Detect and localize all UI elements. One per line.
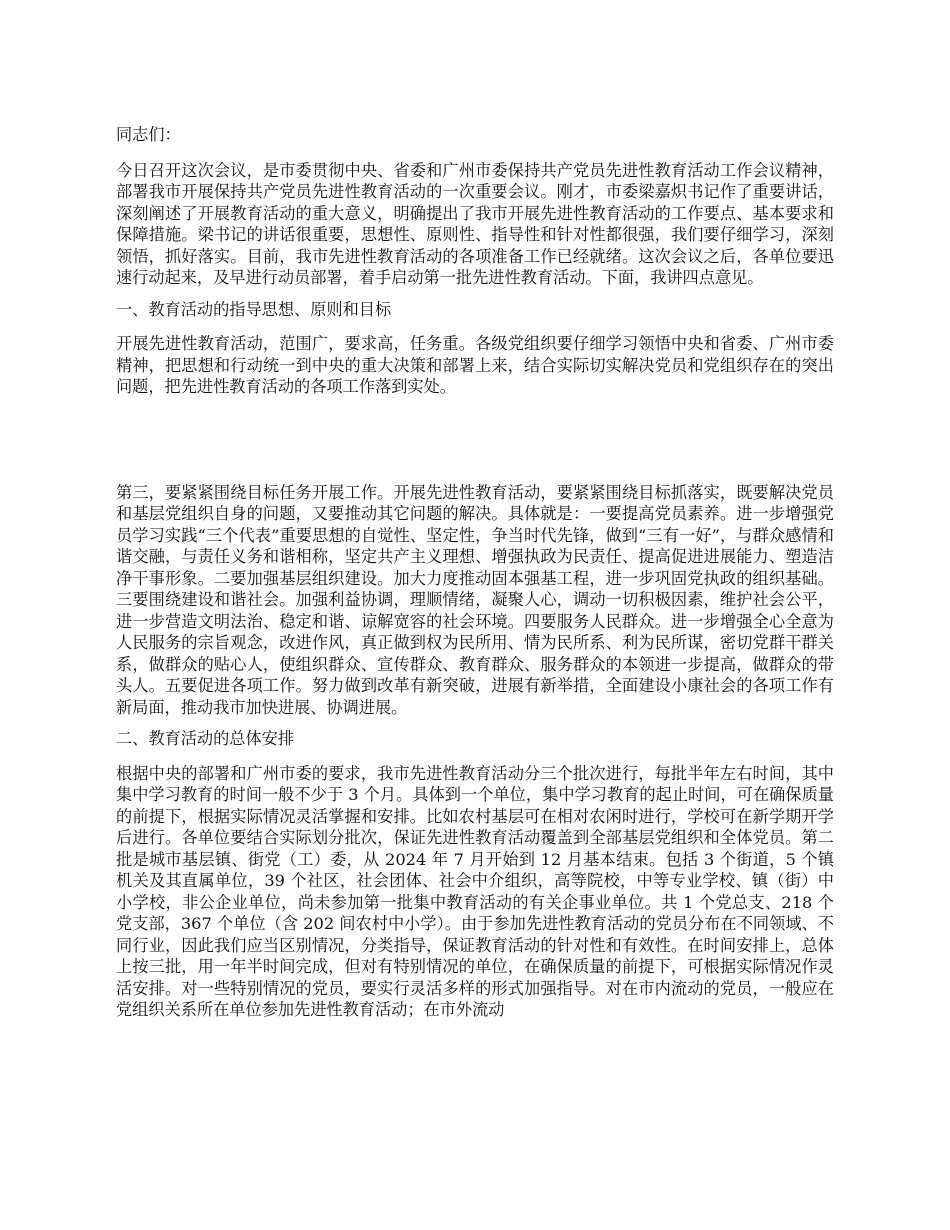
section-heading-2: 二、教育活动的总体安排 (116, 729, 295, 748)
paragraph-intro: 今日召开这次会议，是市委贯彻中央、省委和广州市委保持共产党员先进性教育活动工作会议精神，部署我市开展保持共产党员先进性教育活动的一次重要会议。刚才，市委梁嘉炽书记作了重要讲话，深刻阐述了开展教育活动的重大意义，明确提出了我市开展先进性教育活动的工作要点、基本要求和保障措施。梁书记的讲话很重要，思想性、原则性、指导性和针对性都很强，我们要仔细学习，深刻领悟，抓好落实。目前，我市先进性教育活动的各项准备工作已经就绪。这次会议之后，各单位要迅速行动起来，及早进行动员部署，着手启动第一批先进性教育活动。下面，我讲四点意见。 (116, 160, 834, 287)
section-heading-1: 一、教育活动的指导思想、原则和目标 (116, 299, 392, 319)
paragraph-section-2: 根据中央的部署和广州市委的要求，我市先进性教育活动分三个批次进行，每批半年左右时间，其中集中学习教育的时间一般不少于 3 个月。具体到一个单位，集中学习教育的起止时间，可在确保质量的前提下，根据实际情况灵活掌握和安排。比如农村基层可在相对农闲时进行，学校可在新学期开学后进行。各单位要结合实际划分批次，保证先进性教育活动覆盖到全部基层党组织和全体党员。第二批是城市基层镇、街党（工）委，从 2024 年 7 月开始到 12 月基本结束。包括 3 个街道，5 个镇机关及其直属单位，39 个社区，社会团体、社会中介组织，高等院校，中等专业学校、镇（街）中小学校，非公企业单位，尚未参加第一批集中教育活动的有关企事业单位。共 1 个党总支、218 个党支部，367 个单位（含 202 间农村中小学）。由于参加先进性教育活动的党员分布在不同领域、不同行业，因此我们应当区别情况，分类指导，保证教育活动的针对性和有效性。在时间安排上，总体上按三批，用一年半时间完成，但对有特别情况的单位，在确保质量的前提下，可根据实际情况作灵活安排。对一些特别情况的党员，要实行灵活多样的形式加强指导。对在市内流动的党员，一般应在党组织关系所在单位参加先进性教育活动；在市外流动 (116, 763, 834, 1019)
salutation: 同志们： (116, 125, 181, 144)
paragraph-third-point: 第三，要紧紧围绕目标任务开展工作。开展先进性教育活动，要紧紧围绕目标抓落实，既要解决党员和基层党组织自身的问题，又要推动其它问题的解决。具体就是：一要提高党员素养。进一步增强党员学习实践“三个代表”重要思想的自觉性、坚定性，争当时代先锋，做到“三有一好”，与群众感情和谐交融，与责任义务和谐相称，坚定共产主义理想、增强执政为民责任、提高促进进展能力、塑造洁净干事形象。二要加强基层组织建设。加大力度推动固本强基工程，进一步巩固党执政的组织基础。三要围绕建设和谐社会。加强利益协调，理顺情绪，凝聚人心，调动一切积极因素，维护社会公平，进一步营造文明法治、稳定和谐、谅解宽容的社会环境。四要服务人民群众。进一步增强全心全意为人民服务的宗旨观念，改进作风，真正做到权为民所用、情为民所系、利为民所谋，密切党群干群关系，做群众的贴心人，使组织群众、宣传群众、教育群众、服务群众的本领进一步提高，做群众的带头人。五要促进各项工作。努力做到改革有新突破，进展有新举措，全面建设小康社会的各项工作有新局面，推动我市加快进展、协调进展。 (116, 482, 834, 717)
paragraph-section-1: 开展先进性教育活动，范围广，要求高，任务重。各级党组织要仔细学习领悟中央和省委、广州市委精神，把思想和行动统一到中央的重大决策和部署上来，结合实际切实解决党员和党组织存在的突出问题，把先进性教育活动的各项工作落到实处。 (116, 334, 834, 396)
